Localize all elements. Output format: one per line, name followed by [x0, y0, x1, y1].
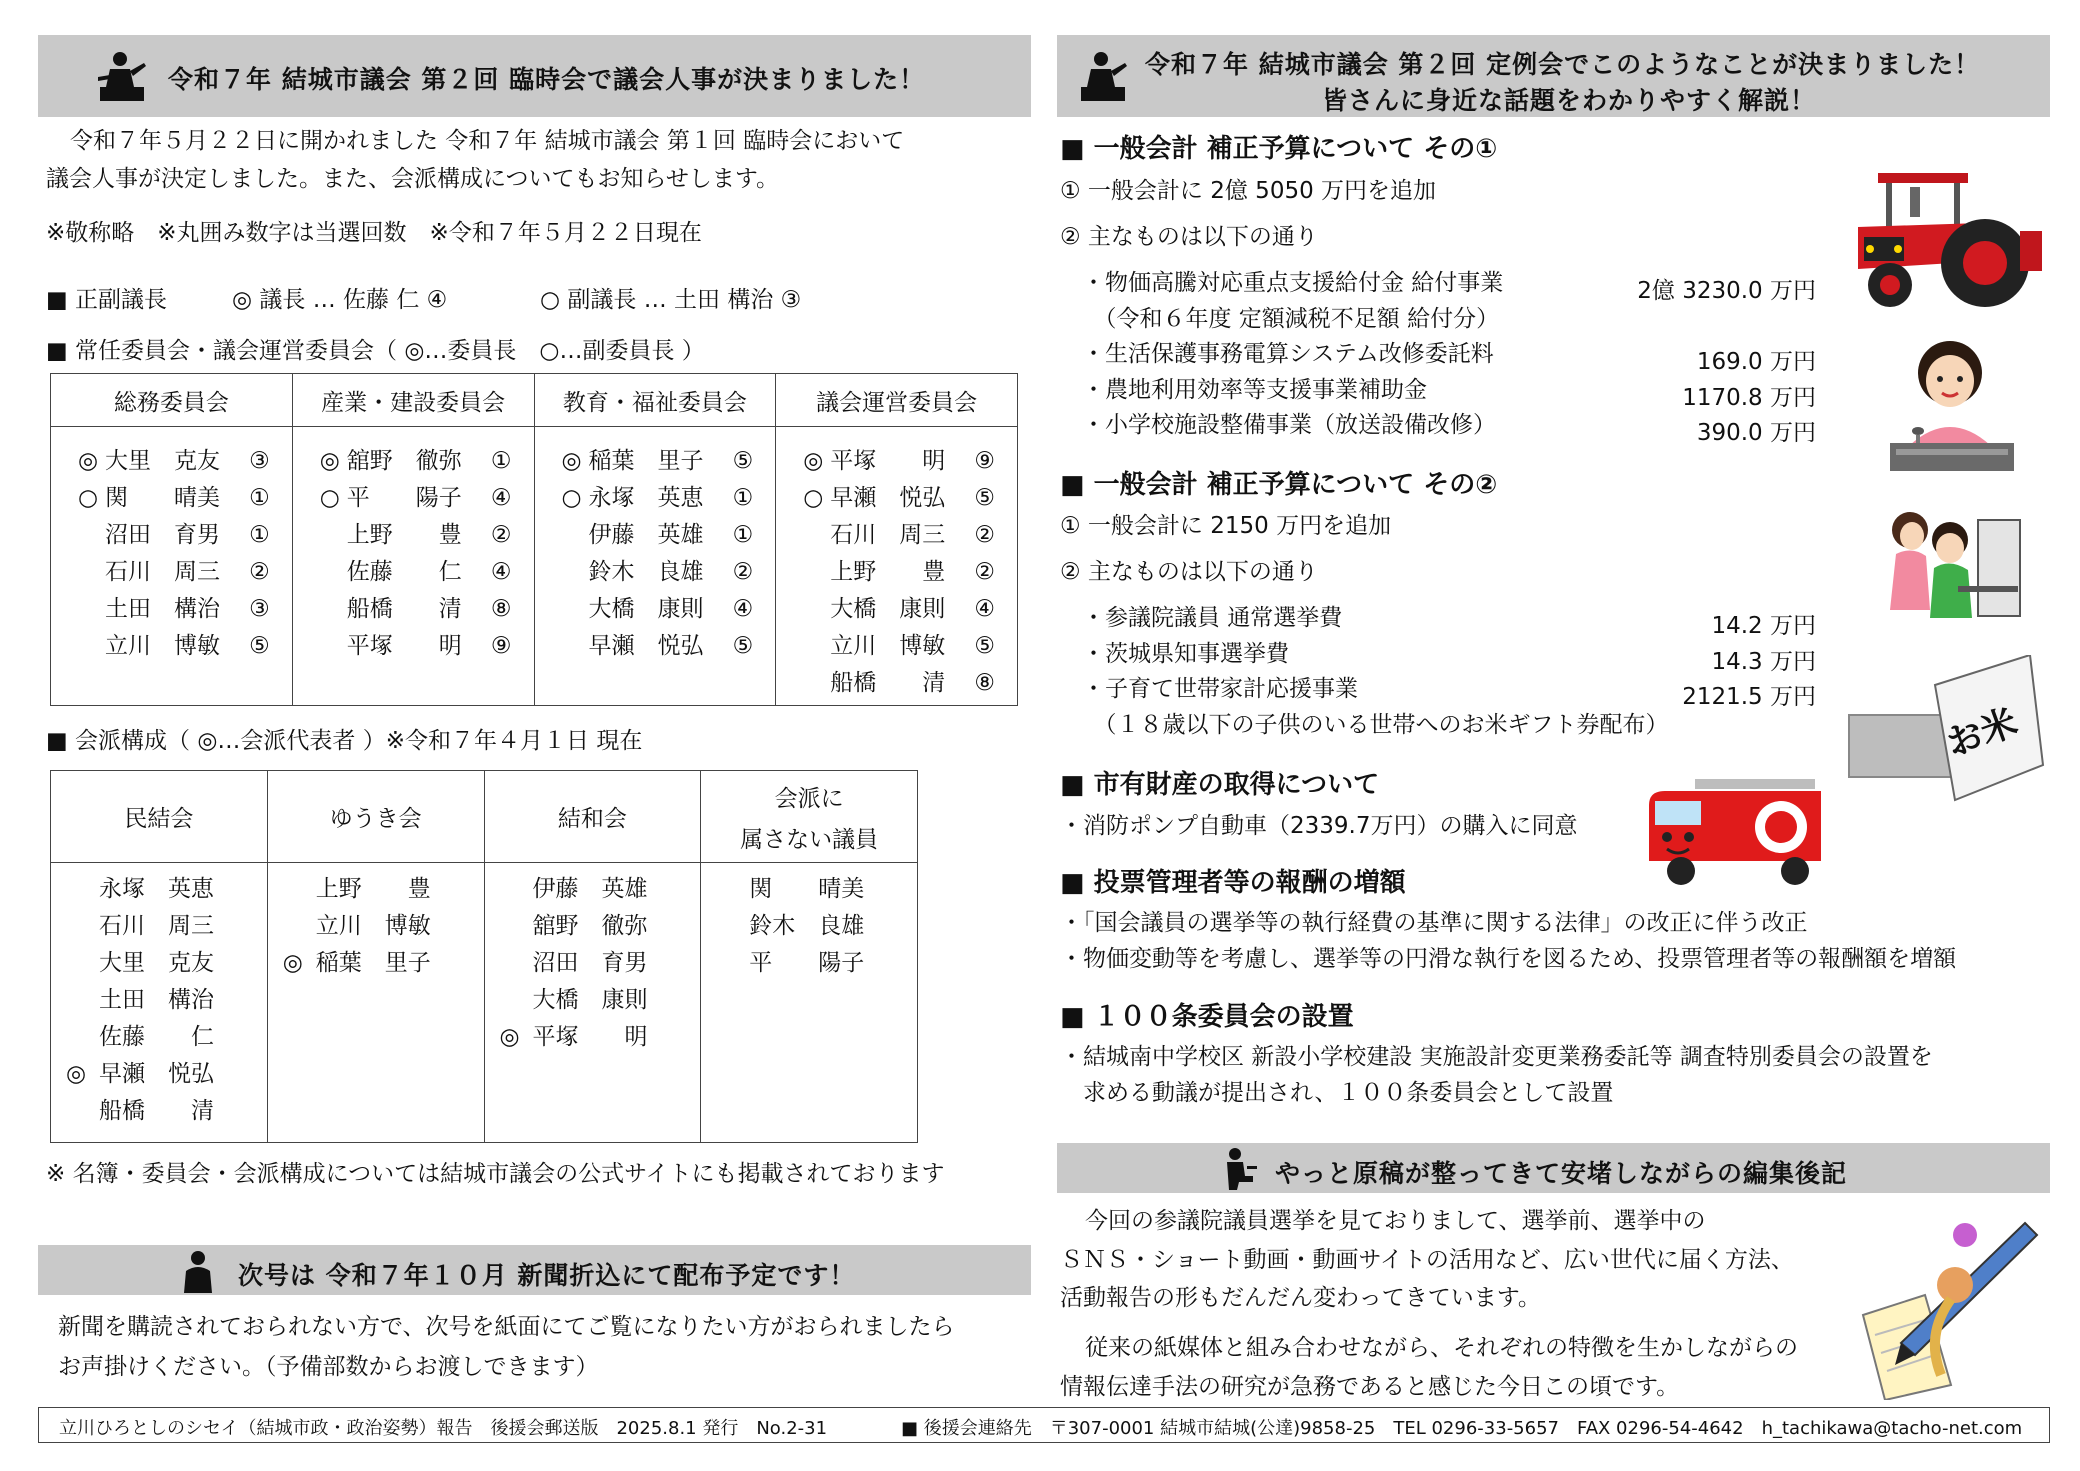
committee-member	[313, 517, 522, 554]
faction-member	[59, 871, 257, 908]
member-name: 早瀬 悦弘	[830, 485, 946, 511]
factions-table	[50, 770, 918, 1143]
committee-members	[51, 427, 293, 706]
committee-member	[71, 628, 280, 665]
committee-member	[555, 591, 764, 628]
member-name: 早瀬 悦弘	[99, 1061, 214, 1087]
member-role-mark: ◎	[561, 448, 582, 474]
right-header-bar	[1057, 35, 2050, 117]
committee-member	[796, 517, 1005, 554]
committee-member	[796, 554, 1005, 591]
intro-line-1: 令和７年５月２２日に開かれました 令和７年 結城市議会 第１回 臨時会において	[70, 128, 905, 154]
member-name: 上野 豊	[830, 559, 946, 585]
member-term-count: ②	[974, 522, 995, 548]
sec4-title: ■ 投票管理者等の報酬の増額	[1060, 868, 1406, 898]
faction-member	[709, 908, 907, 945]
committee-members	[534, 427, 776, 706]
committee-member	[796, 443, 1005, 480]
member-term-count: ④	[974, 596, 995, 622]
postscript-title: やっと原稿が整ってきて安堵しながらの編集後記	[1275, 1159, 1848, 1188]
member-name: 大里 克友	[105, 448, 220, 474]
sec4-line-2: ・物価変動等を考慮し、選挙等の円滑な執行を図るため、投票管理者等の報酬額を増額	[1060, 946, 1957, 972]
member-name: 平塚 明	[532, 1024, 648, 1050]
next-issue-header-bar	[38, 1245, 1031, 1295]
sec1-title: ■ 一般会計 補正予算について その①	[1060, 134, 1498, 164]
budget-item-label: ・小学校施設整備事業（放送設備改修）	[1082, 412, 1496, 438]
member-term-count: ②	[974, 559, 995, 585]
faction-header: 民結会	[51, 771, 268, 863]
faction-member	[493, 908, 691, 945]
committee-member	[313, 443, 522, 480]
member-term-count: ③	[249, 596, 270, 622]
sec2-point-2: ② 主なものは以下の通り	[1060, 559, 1318, 585]
budget-item-label: （令和６年度 定額減税不足額 給付分）	[1082, 305, 1500, 332]
person-silhouette-icon	[178, 1249, 218, 1293]
member-name: 平塚 明	[346, 633, 462, 659]
member-role-mark: ○	[803, 485, 824, 511]
faction-leader-mark: ◎	[499, 1024, 520, 1050]
fire-truck-icon	[1645, 775, 1825, 890]
member-term-count: ①	[732, 522, 754, 548]
member-term-count: ⑤	[974, 633, 995, 659]
member-term-count: ⑤	[732, 633, 754, 659]
member-name: 石川 周三	[99, 913, 214, 939]
member-term-count: ⑨	[490, 633, 512, 659]
faction-member	[59, 945, 257, 982]
member-name: 関 晴美	[105, 485, 220, 511]
committees-label: ■ 常任委員会・議会運営委員会（ ◎…委員長 ○…副委員長 ）	[46, 338, 705, 364]
member-name: 上野 豊	[346, 522, 462, 548]
member-term-count: ⑧	[974, 670, 995, 696]
faction-member	[709, 945, 907, 982]
factions-label: ■ 会派構成（ ◎…会派代表者 ）※令和７年４月１日 現在	[46, 728, 643, 754]
member-name: 土田 構治	[99, 987, 214, 1013]
member-term-count: ①	[249, 485, 270, 511]
committee-member	[796, 628, 1005, 665]
sec2-title: ■ 一般会計 補正予算について その②	[1060, 470, 1498, 500]
member-term-count: ④	[490, 559, 512, 585]
vice-chair-value: ○ 副議長 … 土田 構治 ③	[540, 287, 802, 313]
member-name: 沼田 育男	[532, 950, 648, 976]
member-term-count: ④	[732, 596, 754, 622]
intro-line-2: 議会人事が決定しました。また、会派構成についてもお知らせします。	[46, 166, 780, 192]
committee-member	[71, 554, 280, 591]
tractor-icon	[1850, 165, 2045, 313]
member-name: 伊藤 英雄	[588, 522, 704, 548]
announcer-icon	[1880, 325, 2020, 475]
member-name: 石川 周三	[830, 522, 946, 548]
chair-label: ■ 正副議長	[46, 287, 168, 313]
budget-item-amount: 14.3 万円	[1711, 648, 1816, 675]
committee-members	[292, 427, 534, 706]
budget-item-label: ・生活保護事務電算システム改修委託料	[1082, 341, 1494, 367]
member-term-count: ④	[490, 485, 512, 511]
member-name: 石川 周三	[105, 559, 220, 585]
budget-item-label: ・参議院議員 通常選挙費	[1082, 605, 1343, 631]
member-name: 永塚 英恵	[588, 485, 704, 511]
next-issue-title: 次号は 令和７年１０月 新聞折込にて配布予定です！	[238, 1261, 856, 1290]
committee-member	[796, 591, 1005, 628]
member-term-count: ⑤	[974, 485, 995, 511]
member-role-mark: ○	[319, 485, 340, 511]
sec1-point-1: ① 一般会計に 2億 5050 万円を追加	[1060, 178, 1437, 204]
sec5-line-1: ・結城南中学校区 新設小学校建設 実施設計変更業務委託等 調査特別委員会の設置を	[1060, 1044, 1933, 1070]
faction-members	[701, 863, 918, 1143]
member-name: 関 晴美	[749, 876, 865, 902]
member-role-mark: ○	[77, 485, 99, 511]
member-name: 鈴木 良雄	[749, 913, 865, 939]
faction-members	[484, 863, 701, 1143]
member-name: 船橋 清	[99, 1098, 214, 1124]
left-header-title: 令和７年 結城市議会 第２回 臨時会で議会人事が決まりました！	[168, 65, 926, 94]
member-term-count: ⑨	[974, 448, 995, 474]
sec4-line-1: ・「国会議員の選挙等の執行経費の基準に関する法律」の改正に伴う改正	[1060, 910, 1808, 936]
notes-line: ※敬称略 ※丸囲み数字は当選回数 ※令和７年５月２２日現在	[46, 220, 702, 246]
sec2-point-1: ① 一般会計に 2150 万円を追加	[1060, 513, 1392, 539]
speaker-silhouette-icon	[1077, 49, 1133, 105]
sec5-title: ■ １００条委員会の設置	[1060, 1002, 1354, 1032]
voting-booth-icon	[1880, 500, 2025, 630]
budget-item-label: （１８歳以下の子供のいる世帯へのお米ギフト券配布）	[1082, 711, 1669, 738]
committees-table	[50, 373, 1018, 706]
postscript-line-2: ＳＮＳ・ショート動画・動画サイトの活用など、広い世代に届く方法、	[1060, 1247, 1794, 1273]
faction-member	[59, 982, 257, 1019]
committee-member	[313, 480, 522, 517]
member-name: 鈴木 良雄	[588, 559, 704, 585]
member-name: 佐藤 仁	[346, 559, 462, 585]
right-header-line-1: 令和７年 結城市議会 第２回 定例会でこのようなことが決まりました！	[1145, 50, 1981, 79]
member-name: 舘野 徹弥	[532, 913, 648, 939]
member-term-count: ⑤	[732, 448, 754, 474]
member-term-count: ②	[732, 559, 754, 585]
member-name: 船橋 清	[346, 596, 462, 622]
member-term-count: ⑧	[490, 596, 512, 622]
faction-member	[59, 1056, 257, 1093]
committee-member	[71, 591, 280, 628]
right-header-line-2: 皆さんに身近な話題をわかりやすく解説！	[1322, 86, 1817, 115]
postscript-header-bar	[1057, 1143, 2050, 1193]
faction-member	[276, 871, 474, 908]
member-role-mark: ◎	[319, 448, 340, 474]
member-name: 立川 博敏	[315, 913, 431, 939]
member-term-count: ②	[249, 559, 270, 585]
faction-members	[267, 863, 484, 1143]
member-role-mark: ◎	[803, 448, 824, 474]
footer-contact: ■ 後援会連絡先 〒307-0001 結城市結城(公達)9858-25 TEL 0296-33-5657 FAX 0296-54-4642 h_tachikawa@tacho-net.com	[901, 1418, 2023, 1439]
member-term-count: ②	[490, 522, 512, 548]
member-name: 平塚 明	[830, 448, 946, 474]
member-name: 立川 博敏	[830, 633, 946, 659]
member-name: 稲葉 里子	[588, 448, 704, 474]
budget-item-label: ・農地利用効率等支援事業補助金	[1082, 376, 1427, 403]
committee-member	[796, 665, 1005, 702]
faction-member	[276, 908, 474, 945]
faction-member	[59, 1093, 257, 1130]
committee-members	[776, 427, 1018, 706]
faction-member	[493, 1019, 691, 1056]
committee-member	[555, 517, 764, 554]
member-name: 大橋 康則	[830, 596, 946, 622]
member-name: 土田 構治	[105, 596, 220, 622]
budget-item-amount: 14.2 万円	[1711, 613, 1816, 639]
left-header-bar	[38, 35, 1031, 117]
member-name: 平 陽子	[346, 485, 462, 511]
committee-member	[313, 554, 522, 591]
chair-value: ◎ 議長 … 佐藤 仁 ④	[232, 287, 448, 313]
pen-writing-icon	[1855, 1215, 2045, 1400]
budget-item-amount: 1170.8 万円	[1682, 384, 1816, 411]
committee-header: 総務委員会	[51, 374, 293, 427]
member-name: 沼田 育男	[105, 522, 220, 548]
faction-header: 会派に 属さない議員	[701, 771, 918, 863]
faction-member	[493, 982, 691, 1019]
writer-silhouette-icon	[1219, 1146, 1259, 1190]
footer-publication: 立川ひろとしのシセイ（結城市政・政治姿勢）報告 後援会郵送版 2025.8.1 発行 No.2-31	[59, 1418, 828, 1439]
committee-member	[71, 517, 280, 554]
committee-member	[555, 443, 764, 480]
committee-member	[796, 480, 1005, 517]
postscript-line-1: 今回の参議院議員選挙を見ておりまして、選挙前、選挙中の	[1085, 1208, 1706, 1234]
budget-item-label: ・物価高騰対応重点支援給付金 給付事業	[1082, 270, 1504, 296]
footnote: ※ 名簿・委員会・会派構成については結城市議会の公式サイトにも掲載されております	[46, 1161, 945, 1187]
budget-item-amount: 2121.5 万円	[1682, 684, 1816, 710]
sec1-point-2: ② 主なものは以下の通り	[1060, 224, 1318, 250]
member-role-mark: ◎	[77, 448, 99, 474]
committee-member	[71, 443, 280, 480]
member-name: 上野 豊	[315, 876, 431, 902]
faction-leader-mark: ◎	[65, 1061, 87, 1087]
member-name: 立川 博敏	[105, 633, 220, 659]
sec5-line-2: 求める動議が提出され、１００条委員会として設置	[1060, 1080, 1614, 1106]
member-name: 大里 克友	[99, 950, 214, 976]
next-issue-line-1: 新聞を購読されておられない方で、次号を紙面にてご覧になりたい方がおられましたら	[58, 1314, 955, 1340]
postscript-line-3: 活動報告の形もだんだん変わってきています。	[1060, 1285, 1541, 1311]
budget-item-label: ・子育て世帯家計応援事業	[1082, 676, 1358, 702]
committee-header: 産業・建設委員会	[292, 374, 534, 427]
member-term-count: ③	[249, 448, 270, 474]
committee-member	[555, 628, 764, 665]
member-name: 平 陽子	[749, 950, 865, 976]
committee-member	[313, 628, 522, 665]
committee-member	[71, 480, 280, 517]
member-term-count: ⑤	[249, 633, 270, 659]
budget-item-amount: 390.0 万円	[1696, 420, 1816, 446]
member-term-count: ①	[490, 448, 512, 474]
member-name: 大橋 康則	[588, 596, 704, 622]
member-name: 永塚 英恵	[99, 876, 214, 902]
budget-item-label: ・茨城県知事選挙費	[1082, 640, 1289, 667]
postscript-line-4: 従来の紙媒体と組み合わせながら、それぞれの特徴を生かしながらの	[1085, 1335, 1798, 1361]
member-name: 伊藤 英雄	[532, 876, 648, 902]
faction-member	[493, 945, 691, 982]
sec3-line: ・消防ポンプ自動車（2339.7万円）の購入に同意	[1060, 813, 1578, 839]
member-name: 早瀬 悦弘	[588, 633, 704, 659]
next-issue-line-2: お声掛けください。（予備部数からお渡しできます）	[58, 1354, 599, 1380]
faction-header: 結和会	[484, 771, 701, 863]
committee-member	[555, 554, 764, 591]
committee-member	[313, 591, 522, 628]
committee-header: 教育・福祉委員会	[534, 374, 776, 427]
member-name: 大橋 康則	[532, 987, 648, 1013]
footer-bar	[38, 1407, 2050, 1443]
member-name: 船橋 清	[830, 670, 946, 696]
budget-item-amount: 169.0 万円	[1696, 349, 1816, 375]
member-name: 稲葉 里子	[315, 950, 431, 976]
member-name: 佐藤 仁	[99, 1024, 214, 1050]
sec3-title: ■ 市有財産の取得について	[1060, 770, 1380, 800]
rice-label: お米	[1941, 701, 2023, 765]
postscript-line-5: 情報伝達手法の研究が急務であると感じた今日この頃です。	[1060, 1374, 1680, 1400]
faction-member	[59, 1019, 257, 1056]
faction-members	[51, 863, 268, 1143]
member-role-mark: ○	[561, 485, 582, 511]
committee-header: 議会運営委員会	[776, 374, 1018, 427]
member-term-count: ①	[249, 522, 270, 548]
member-name: 舘野 徹弥	[346, 448, 462, 474]
faction-leader-mark: ◎	[282, 950, 303, 976]
member-term-count: ①	[732, 485, 754, 511]
committee-member	[555, 480, 764, 517]
budget-item-amount: 2億 3230.0 万円	[1637, 278, 1816, 304]
faction-member	[709, 871, 907, 908]
speaker-silhouette-icon	[96, 49, 152, 105]
faction-member	[276, 945, 474, 982]
faction-member	[59, 908, 257, 945]
faction-header: ゆうき会	[267, 771, 484, 863]
faction-member	[493, 871, 691, 908]
